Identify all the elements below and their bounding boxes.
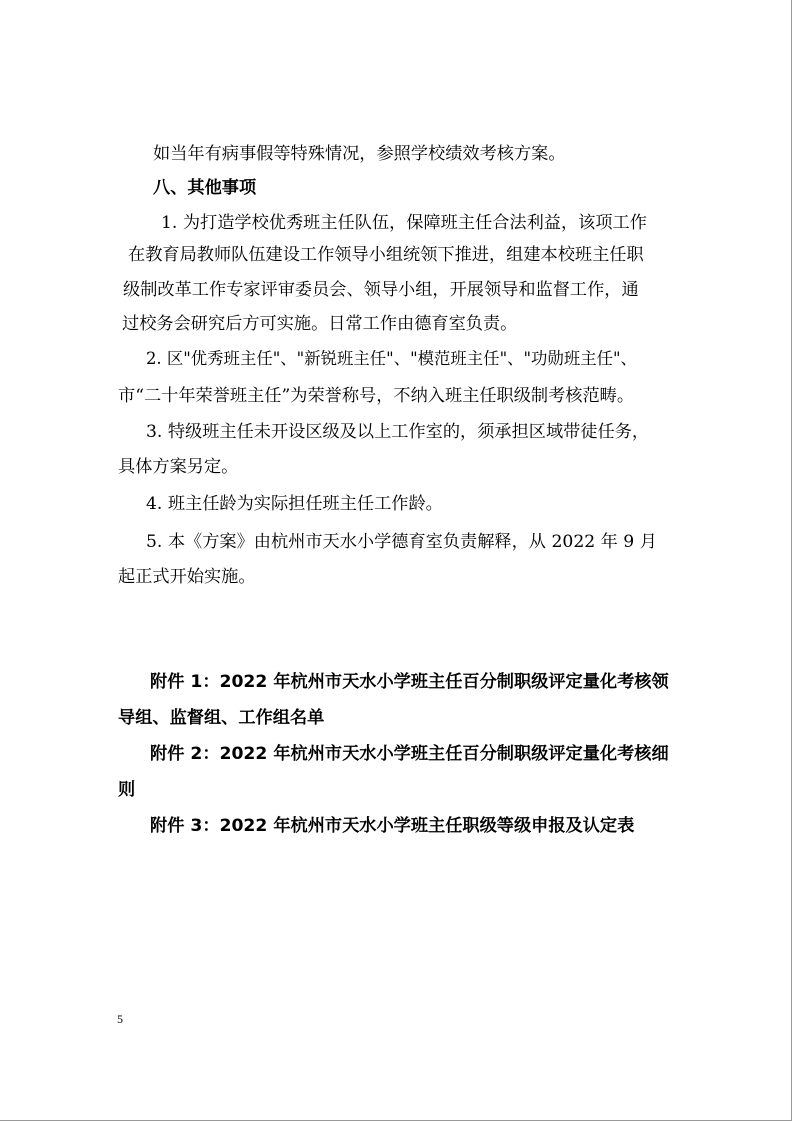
body-line: 具体方案另定。: [118, 457, 239, 477]
page-number: 5: [117, 1012, 123, 1026]
body-line: 如当年有病事假等特殊情况，参照学校绩效考核方案。: [153, 144, 566, 164]
body-line: 3. 特级班主任未开设区级及以上工作室的，须承担区域带徒任务，: [146, 422, 650, 442]
body-line: 起正式开始实施。: [118, 567, 256, 587]
body-line: 级制改革工作专家评审委员会、领导小组，开展领导和监督工作，通: [123, 280, 639, 300]
attachment-line: 附件 1：2022 年杭州市天水小学班主任百分制职级评定量化考核领: [150, 672, 669, 692]
body-line: 4. 班主任龄为实际担任班主任工作龄。: [146, 494, 443, 514]
attachment-line: 附件 2：2022 年杭州市天水小学班主任百分制职级评定量化考核细: [150, 744, 669, 764]
body-line: 1. 为打造学校优秀班主任队伍，保障班主任合法利益，该项工作: [161, 213, 647, 233]
body-line: 在教育局教师队伍建设工作领导小组统领下推进，组建本校班主任职: [128, 245, 644, 265]
body-line: 过校务会研究后方可实施。日常工作由德育室负责。: [122, 314, 518, 334]
attachment-line: 则: [118, 780, 136, 800]
body-line: 市“二十年荣誉班主任”为荣誉称号，不纳入班主任职级制考核范畴。: [118, 386, 635, 406]
section-heading: 八、其他事项: [153, 178, 257, 198]
attachment-line: 附件 3：2022 年杭州市天水小学班主任职级等级申报及认定表: [150, 816, 635, 836]
body-line: 5. 本《方案》由杭州市天水小学德育室负责解释，从 2022 年 9 月: [146, 532, 657, 552]
attachment-line: 导组、监督组、工作组名单: [118, 708, 325, 728]
body-line: 2. 区"优秀班主任"、"新锐班主任"、"模范班主任"、"功勋班主任"、: [146, 349, 637, 368]
